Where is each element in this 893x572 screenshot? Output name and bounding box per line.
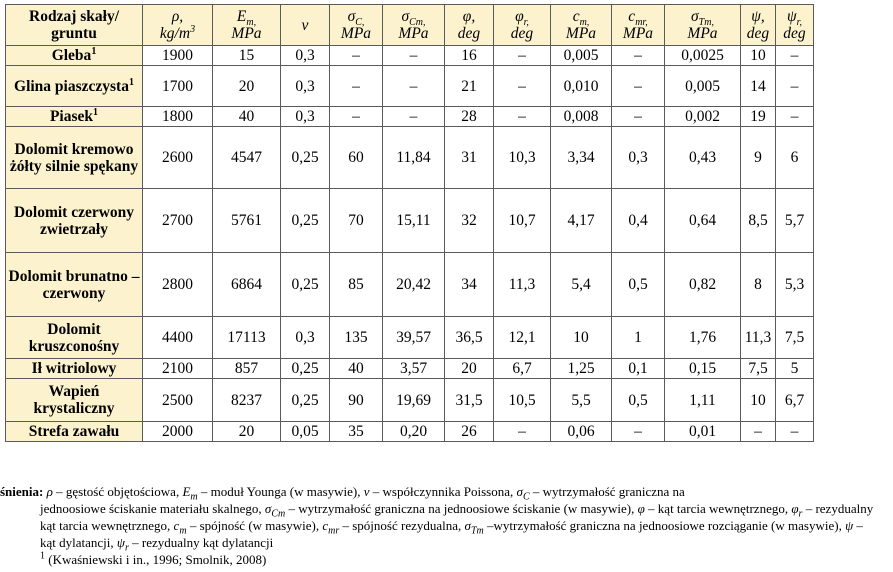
value-cell: 0,5 bbox=[612, 379, 665, 422]
value-cell: 0,0025 bbox=[665, 46, 741, 66]
rock-name-cell: Dolomit brunatno – czerwony bbox=[6, 253, 143, 317]
value-cell: 5,7 bbox=[776, 189, 814, 253]
value-cell: 6,7 bbox=[776, 379, 814, 422]
value-cell: 8,5 bbox=[741, 189, 776, 253]
value-cell: 1,25 bbox=[551, 359, 612, 379]
value-cell: 0,005 bbox=[551, 46, 612, 66]
column-header: $\sigma_{Tm,}$ MPa bbox=[665, 5, 741, 46]
value-cell: 5,3 bbox=[776, 253, 814, 317]
value-cell: – bbox=[383, 46, 445, 66]
value-cell: 0,3 bbox=[281, 317, 330, 359]
table-row bbox=[6, 422, 814, 442]
value-cell: 0,25 bbox=[281, 359, 330, 379]
value-cell: 6864 bbox=[213, 253, 281, 317]
value-cell: 28 bbox=[445, 107, 494, 127]
value-cell: 0,06 bbox=[551, 422, 612, 442]
value-cell: – bbox=[494, 107, 551, 127]
value-cell: 0,25 bbox=[281, 379, 330, 422]
value-cell: 39,57 bbox=[383, 317, 445, 359]
value-cell: 0,3 bbox=[281, 107, 330, 127]
source-footnote-mark: 1 bbox=[40, 550, 45, 562]
value-cell: 5,4 bbox=[551, 253, 612, 317]
value-cell: – bbox=[612, 107, 665, 127]
value-cell: 0,25 bbox=[281, 253, 330, 317]
value-cell: 40 bbox=[213, 107, 281, 127]
value-cell: 11,84 bbox=[383, 127, 445, 189]
value-cell: 0,1 bbox=[612, 359, 665, 379]
value-cell: 31 bbox=[445, 127, 494, 189]
table-row bbox=[6, 253, 814, 317]
value-cell: 0,002 bbox=[665, 107, 741, 127]
value-cell: 0,01 bbox=[665, 422, 741, 442]
column-header: $\psi_{r,}$ deg bbox=[776, 5, 814, 46]
value-cell: 26 bbox=[445, 422, 494, 442]
column-header: ψ, deg bbox=[741, 5, 776, 46]
value-cell: 15,11 bbox=[383, 189, 445, 253]
value-cell: – bbox=[494, 66, 551, 107]
value-cell: 1700 bbox=[143, 66, 213, 107]
value-cell: – bbox=[612, 46, 665, 66]
value-cell: 0,25 bbox=[281, 127, 330, 189]
value-cell: 0,008 bbox=[551, 107, 612, 127]
table-row bbox=[6, 317, 814, 359]
value-cell: 35 bbox=[330, 422, 383, 442]
value-cell: 3,34 bbox=[551, 127, 612, 189]
value-cell: 17113 bbox=[213, 317, 281, 359]
value-cell: 0,64 bbox=[665, 189, 741, 253]
value-cell: – bbox=[494, 46, 551, 66]
column-header: $c_{mr,}$ MPa bbox=[612, 5, 665, 46]
column-header: $\sigma_{Cm,}$ MPa bbox=[383, 5, 445, 46]
value-cell: 10,5 bbox=[494, 379, 551, 422]
value-cell: 8 bbox=[741, 253, 776, 317]
value-cell: 20,42 bbox=[383, 253, 445, 317]
value-cell: 857 bbox=[213, 359, 281, 379]
rock-properties-table bbox=[5, 4, 814, 442]
value-cell: 135 bbox=[330, 317, 383, 359]
legend-label: śnienia: bbox=[0, 484, 44, 499]
legend-text: ρ – gęstość objętościowa, $E_m$ – moduł Younga (w masywie), ν – współczynnika Poissona, $\sigma_C$ – wytrzymałość graniczna na bbox=[46, 484, 685, 503]
rock-name-cell: Glina piaszczysta$^1$ bbox=[6, 66, 143, 107]
rock-name-cell: Strefa zawału bbox=[6, 422, 143, 442]
value-cell: 2800 bbox=[143, 253, 213, 317]
value-cell: 8237 bbox=[213, 379, 281, 422]
rock-name-cell: Dolomit kremowo żółty silnie spękany bbox=[6, 127, 143, 189]
source-text: (Kwaśniewski i in., 1996; Smolnik, 2008) bbox=[48, 552, 267, 567]
value-cell: 85 bbox=[330, 253, 383, 317]
value-cell: 1900 bbox=[143, 46, 213, 66]
table-body bbox=[6, 46, 814, 442]
column-header: $\varphi_{r,}$ deg bbox=[494, 5, 551, 46]
value-cell: 40 bbox=[330, 359, 383, 379]
rock-name-cell: Piasek$^1$ bbox=[6, 107, 143, 127]
value-cell: 9 bbox=[741, 127, 776, 189]
value-cell: 0,005 bbox=[665, 66, 741, 107]
table-legend bbox=[0, 483, 876, 568]
value-cell: – bbox=[330, 107, 383, 127]
value-cell: 2700 bbox=[143, 189, 213, 253]
value-cell: 0,3 bbox=[281, 46, 330, 66]
value-cell: 11,3 bbox=[741, 317, 776, 359]
value-cell: 6 bbox=[776, 127, 814, 189]
value-cell: 4400 bbox=[143, 317, 213, 359]
value-cell: 70 bbox=[330, 189, 383, 253]
value-cell: – bbox=[776, 422, 814, 442]
table-row bbox=[6, 359, 814, 379]
value-cell: 0,5 bbox=[612, 253, 665, 317]
value-cell: 20 bbox=[213, 66, 281, 107]
rock-name-cell: Dolomit kruszconośny bbox=[6, 317, 143, 359]
value-cell: – bbox=[383, 66, 445, 107]
value-cell: – bbox=[330, 46, 383, 66]
value-cell: 19 bbox=[741, 107, 776, 127]
rock-name-cell: Ił witriolowy bbox=[6, 359, 143, 379]
value-cell: 36,5 bbox=[445, 317, 494, 359]
rock-name-cell: Dolomit czerwony zwietrzały bbox=[6, 189, 143, 253]
value-cell: 5,5 bbox=[551, 379, 612, 422]
value-cell: 0,25 bbox=[281, 189, 330, 253]
value-cell: – bbox=[494, 422, 551, 442]
column-header: $E_{m,}$ MPa bbox=[213, 5, 281, 46]
rock-name-cell: Gleba$^1$ bbox=[6, 46, 143, 66]
value-cell: – bbox=[383, 107, 445, 127]
value-cell: 0,15 bbox=[665, 359, 741, 379]
value-cell: 10,3 bbox=[494, 127, 551, 189]
value-cell: 20 bbox=[213, 422, 281, 442]
table-row bbox=[6, 127, 814, 189]
value-cell: 1 bbox=[612, 317, 665, 359]
table-row bbox=[6, 379, 814, 422]
value-cell: 2500 bbox=[143, 379, 213, 422]
column-header: $c_{m,}$ MPa bbox=[551, 5, 612, 46]
value-cell: 0,05 bbox=[281, 422, 330, 442]
value-cell: 1800 bbox=[143, 107, 213, 127]
table-row bbox=[6, 66, 814, 107]
value-cell: – bbox=[776, 46, 814, 66]
value-cell: – bbox=[776, 107, 814, 127]
value-cell: 1,11 bbox=[665, 379, 741, 422]
value-cell: 0,4 bbox=[612, 189, 665, 253]
column-header: Rodzaj skały/ gruntu bbox=[6, 5, 143, 46]
value-cell: – bbox=[612, 422, 665, 442]
column-header: $\sigma_{C,}$ MPa bbox=[330, 5, 383, 46]
value-cell: 15 bbox=[213, 46, 281, 66]
value-cell: 12,1 bbox=[494, 317, 551, 359]
value-cell: 0,3 bbox=[281, 66, 330, 107]
value-cell: 21 bbox=[445, 66, 494, 107]
legend-source bbox=[0, 551, 876, 568]
table-row bbox=[6, 107, 814, 127]
value-cell: 10 bbox=[551, 317, 612, 359]
header-row bbox=[6, 5, 814, 46]
column-header: φ, deg bbox=[445, 5, 494, 46]
value-cell: 19,69 bbox=[383, 379, 445, 422]
value-cell: 5761 bbox=[213, 189, 281, 253]
value-cell: 10 bbox=[741, 46, 776, 66]
value-cell: 0,20 bbox=[383, 422, 445, 442]
value-cell: – bbox=[741, 422, 776, 442]
value-cell: 2600 bbox=[143, 127, 213, 189]
value-cell: 14 bbox=[741, 66, 776, 107]
table-row bbox=[6, 189, 814, 253]
value-cell: 2000 bbox=[143, 422, 213, 442]
value-cell: 5 bbox=[776, 359, 814, 379]
value-cell: 10,7 bbox=[494, 189, 551, 253]
column-header: ρ, $kg/m^3$ bbox=[143, 5, 213, 46]
value-cell: 32 bbox=[445, 189, 494, 253]
value-cell: 0,43 bbox=[665, 127, 741, 189]
value-cell: – bbox=[612, 66, 665, 107]
table-row bbox=[6, 46, 814, 66]
value-cell: 4547 bbox=[213, 127, 281, 189]
value-cell: 20 bbox=[445, 359, 494, 379]
rock-name-cell: Wapień krystaliczny bbox=[6, 379, 143, 422]
value-cell: 0,3 bbox=[612, 127, 665, 189]
value-cell: 7,5 bbox=[741, 359, 776, 379]
value-cell: 10 bbox=[741, 379, 776, 422]
value-cell: 60 bbox=[330, 127, 383, 189]
column-header: ν bbox=[281, 5, 330, 46]
value-cell: 3,57 bbox=[383, 359, 445, 379]
value-cell: 4,17 bbox=[551, 189, 612, 253]
value-cell: – bbox=[776, 66, 814, 107]
value-cell: 11,3 bbox=[494, 253, 551, 317]
value-cell: 7,5 bbox=[776, 317, 814, 359]
value-cell: 31,5 bbox=[445, 379, 494, 422]
legend-text-continued: jednoosiowe ściskanie materiału skalnego, $\sigma_{Cm}$ – wytrzymałość graniczna na jednoosiowe ściskanie (w masywie), φ – kąt tarcia wewnętrznego, $\varphi_r$ – rezydualny kąt tarcia wewnętrznego, $c_m$ – spójność (w masywie), $c_{mr}$ – spójność rezydualna, $\sigma_{Tm}$ –wytrzymałość graniczna na jednoosiowe rozciąganie (w masywie), ψ – kąt dylatancji, $\psi_r$ – rezydualny kąt dylatancji bbox=[40, 501, 874, 554]
value-cell: 90 bbox=[330, 379, 383, 422]
value-cell: 2100 bbox=[143, 359, 213, 379]
value-cell: 34 bbox=[445, 253, 494, 317]
value-cell: 0,82 bbox=[665, 253, 741, 317]
value-cell: 0,010 bbox=[551, 66, 612, 107]
value-cell: 16 bbox=[445, 46, 494, 66]
value-cell: – bbox=[330, 66, 383, 107]
value-cell: 6,7 bbox=[494, 359, 551, 379]
value-cell: 1,76 bbox=[665, 317, 741, 359]
